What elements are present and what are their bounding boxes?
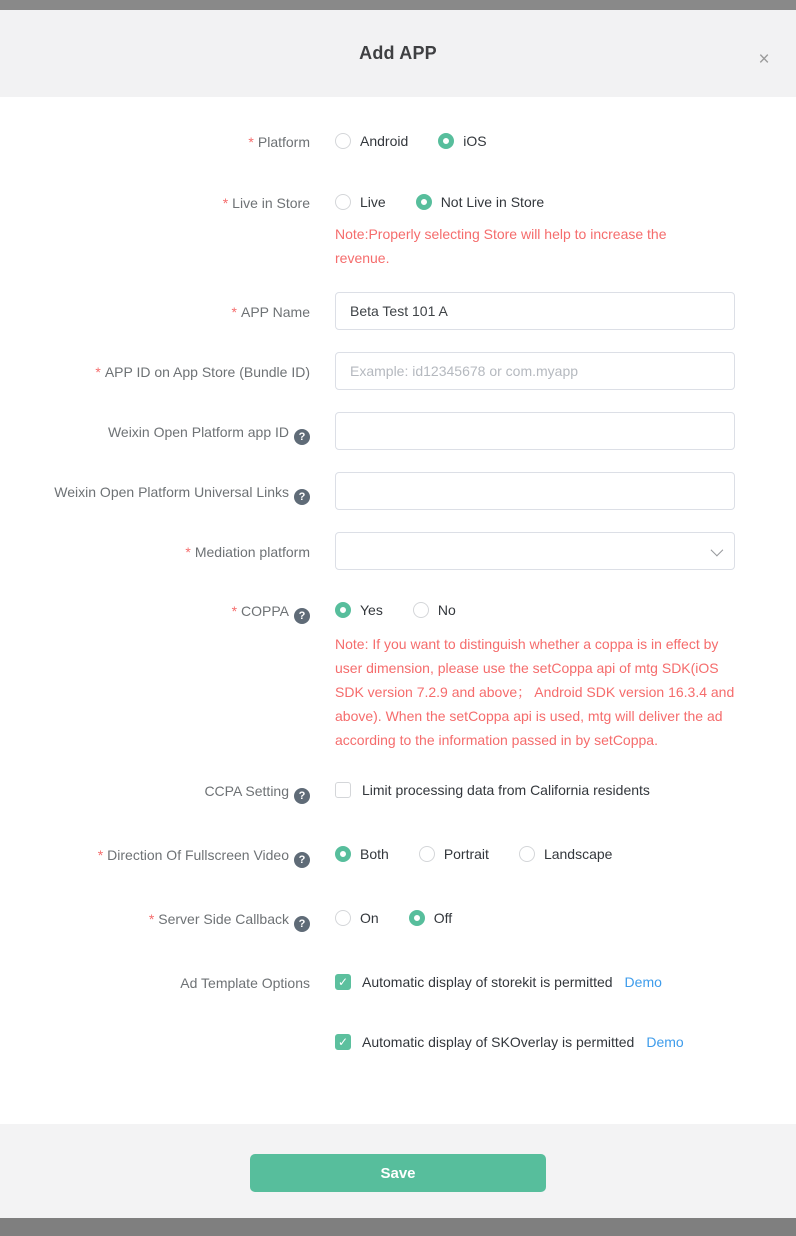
required-asterisk: *: [222, 195, 229, 211]
skoverlay-checkbox-label: Automatic display of SKOverlay is permitted: [362, 1034, 635, 1050]
add-app-form: [0, 97, 796, 1124]
radio-unselected-icon: [419, 846, 435, 862]
modal-header: [0, 10, 796, 97]
ccpa-checkbox[interactable]: [335, 782, 351, 798]
radio-selected-icon: [409, 910, 425, 926]
form-row-mediation-platform: [0, 532, 796, 570]
radio-direction-both[interactable]: Both: [335, 846, 389, 862]
radio-callback-on[interactable]: On: [335, 910, 379, 926]
storekit-checkbox[interactable]: [335, 974, 351, 990]
check-icon: ✓: [337, 1035, 349, 1049]
radio-coppa-yes[interactable]: Yes: [335, 602, 383, 618]
weixin-universal-links-label: Weixin Open Platform Universal Links ?: [0, 472, 310, 505]
form-row-coppa: [0, 600, 796, 752]
radio-unselected-icon: [335, 133, 351, 149]
radio-live[interactable]: Live: [335, 194, 386, 210]
radio-direction-landscape[interactable]: Landscape: [519, 846, 613, 862]
help-icon[interactable]: ?: [294, 916, 310, 932]
app-id-label: * APP ID on App Store (Bundle ID): [95, 364, 310, 380]
ccpa-checkbox-label: Limit processing data from California residents: [362, 782, 650, 798]
mediation-platform-select[interactable]: [335, 532, 735, 570]
storekit-demo-link[interactable]: Demo: [624, 974, 662, 990]
radio-unselected-icon: [335, 194, 351, 210]
modal-title: Add APP: [359, 43, 437, 63]
ccpa-label: CCPA Setting ?: [0, 780, 310, 804]
platform-label: * Platform: [248, 134, 310, 150]
required-asterisk: *: [97, 847, 104, 863]
help-icon[interactable]: ?: [294, 788, 310, 804]
skoverlay-checkbox[interactable]: [335, 1034, 351, 1050]
radio-direction-portrait[interactable]: Portrait: [419, 846, 489, 862]
skoverlay-demo-link[interactable]: Demo: [646, 1034, 684, 1050]
app-name-label: * APP Name: [231, 304, 310, 320]
save-button[interactable]: Save: [250, 1154, 546, 1192]
modal-footer: [0, 1124, 796, 1218]
ad-template-options-label: Ad Template Options: [180, 975, 310, 991]
live-in-store-label: * Live in Store: [222, 195, 310, 211]
radio-selected-icon: [438, 133, 454, 149]
required-asterisk: *: [248, 134, 254, 150]
form-row-live-in-store: [0, 192, 796, 270]
form-row-app-id: [0, 352, 796, 390]
window-frame-top: [0, 0, 796, 10]
form-row-weixin-universal-links: [0, 472, 796, 510]
mediation-platform-label: * Mediation platform: [185, 544, 310, 560]
skoverlay-option: [335, 1032, 735, 1052]
form-row-direction: [0, 844, 796, 868]
radio-selected-icon: [335, 846, 351, 862]
help-icon[interactable]: ?: [294, 852, 310, 868]
storekit-checkbox-label: Automatic display of storekit is permitted: [362, 974, 613, 990]
weixin-app-id-label: Weixin Open Platform app ID ?: [0, 412, 310, 445]
window-frame-bottom: [0, 1218, 796, 1236]
form-row-ccpa: [0, 780, 796, 804]
app-id-input[interactable]: [335, 352, 735, 390]
form-row-weixin-app-id: [0, 412, 796, 450]
form-row-platform: [0, 131, 796, 152]
radio-platform-ios[interactable]: iOS: [438, 133, 486, 149]
form-row-server-callback: [0, 908, 796, 932]
close-icon[interactable]: ×: [752, 48, 776, 72]
radio-callback-off[interactable]: Off: [409, 910, 452, 926]
coppa-note: Note: If you want to distinguish whether a coppa is in effect by user dimension, please use the setCoppa api of mtg SDK(iOS SDK version 7.2.9 and above； Android SDK version 16.3.4 and above). When the setCoppa api is used, mtg will deliver the ad according to the information passed in by setCoppa.: [335, 636, 735, 748]
chevron-down-icon: [711, 543, 724, 556]
check-icon: ✓: [337, 975, 349, 989]
storekit-option: [335, 972, 735, 992]
radio-not-live-in-store[interactable]: Not Live in Store: [416, 194, 545, 210]
radio-unselected-icon: [335, 910, 351, 926]
server-callback-label: * Server Side Callback ?: [0, 908, 310, 932]
required-asterisk: *: [148, 911, 155, 927]
required-asterisk: *: [231, 603, 238, 619]
radio-unselected-icon: [519, 846, 535, 862]
form-row-app-name: [0, 292, 796, 330]
required-asterisk: *: [185, 544, 191, 560]
help-icon[interactable]: ?: [294, 489, 310, 505]
app-name-input[interactable]: [335, 292, 735, 330]
required-asterisk: *: [95, 364, 101, 380]
radio-selected-icon: [416, 194, 432, 210]
form-row-ad-template-options: [0, 972, 796, 1052]
radio-selected-icon: [335, 602, 351, 618]
live-in-store-note: Note:Properly selecting Store will help to increase the revenue.: [335, 226, 667, 266]
required-asterisk: *: [231, 304, 237, 320]
radio-coppa-no[interactable]: No: [413, 602, 456, 618]
radio-platform-android[interactable]: Android: [335, 133, 408, 149]
weixin-universal-links-input[interactable]: [335, 472, 735, 510]
help-icon[interactable]: ?: [294, 608, 310, 624]
coppa-label: * COPPA ?: [0, 600, 310, 624]
radio-unselected-icon: [413, 602, 429, 618]
direction-label: * Direction Of Fullscreen Video ?: [0, 844, 310, 868]
weixin-app-id-input[interactable]: [335, 412, 735, 450]
help-icon[interactable]: ?: [294, 429, 310, 445]
